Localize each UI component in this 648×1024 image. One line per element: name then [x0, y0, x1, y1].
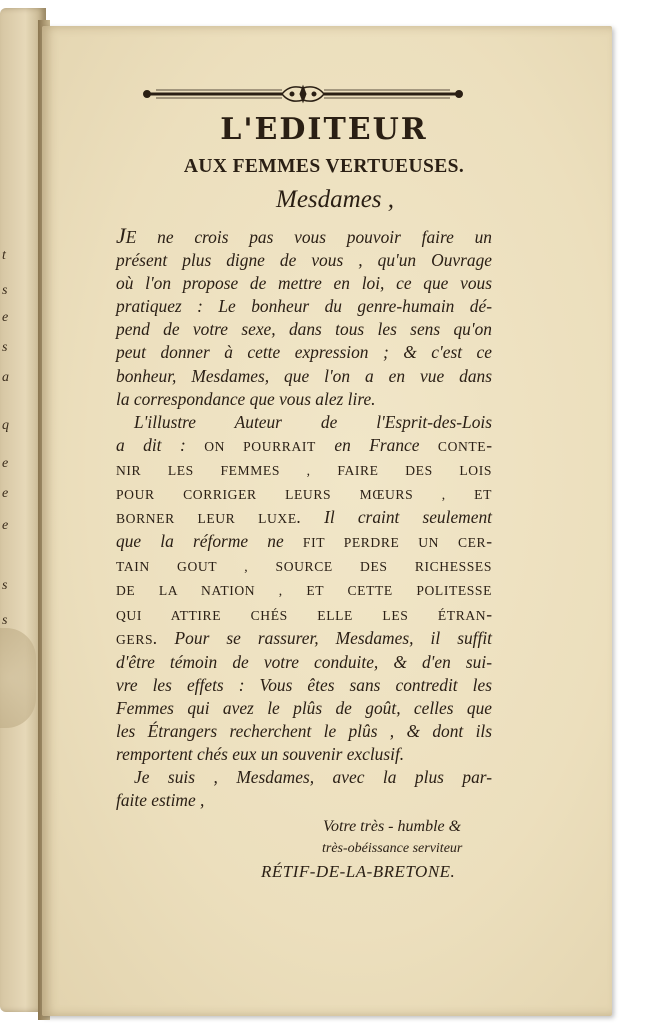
body-line-text: E ne crois pas vous pouvoir faire un	[125, 227, 492, 247]
body-line-text: vre les effets : Vous êtes sans contredit les	[116, 674, 492, 695]
body-line	[116, 365, 492, 388]
body-line	[116, 554, 492, 578]
previous-page-char: e	[2, 518, 9, 533]
body-line-text: BORNER LEUR LUXE. Il craint seulement	[116, 507, 492, 528]
drop-cap: J	[116, 223, 126, 248]
body-line-text: a dit : ON POURRAIT en France CONTE-	[116, 434, 493, 455]
body-line	[116, 789, 492, 812]
body-line	[116, 224, 492, 249]
body-line	[116, 743, 492, 766]
body-line-text: pratiquez : Le bonheur du genre-humain dé-	[116, 296, 492, 317]
body-line	[116, 720, 492, 743]
body-line	[116, 458, 492, 482]
body-line	[116, 651, 492, 674]
body-line	[116, 506, 492, 530]
body-line-text: POUR CORRIGER LEURS MŒURS , ET	[116, 487, 492, 503]
previous-page-char: s	[2, 578, 8, 593]
body-line	[116, 411, 492, 434]
body-line	[116, 318, 492, 341]
signature-name: RÉTIF-DE-LA-BRETONE.	[261, 862, 456, 881]
body-line-text: TAIN GOUT , SOURCE DES RICHESSES	[116, 559, 492, 575]
body-line	[116, 603, 492, 627]
body-line	[116, 578, 492, 602]
body-line-text: Je suis , Mesdames, avec la plus par-	[134, 767, 492, 788]
title-line-2: AUX FEMMES VERTUEUSES.	[183, 156, 465, 177]
body-line-text: pend de votre sexe, dans tous les sens qu'on	[116, 319, 492, 340]
previous-page-char: q	[2, 418, 9, 433]
previous-page-char: t	[2, 248, 6, 263]
body-line	[116, 766, 492, 789]
body-line-text: GERS. Pour se rassurer, Mesdames, il suffit	[116, 627, 492, 648]
body-line	[116, 697, 492, 720]
body-line-text: peut donner à cette expression ; & c'est ce	[116, 342, 492, 363]
salutation: Mesdames ,	[276, 186, 395, 213]
body-line-text: d'être témoin de votre conduite, & d'en sui-	[116, 651, 492, 672]
body-line-text: L'illustre Auteur de l'Esprit-des-Lois	[134, 411, 492, 432]
previous-page-char: a	[2, 370, 9, 385]
body-line-text: les Étrangers recherchent le plûs , & dont ils	[116, 720, 492, 741]
body-line-text: présent plus digne de vous , qu'un Ouvrage	[116, 250, 492, 271]
body-line-text: QUI ATTIRE CHÉS ELLE LES ÉTRAN-	[116, 603, 492, 624]
body-line-text: bonheur, Mesdames, que l'on a en vue dans	[116, 365, 492, 386]
body-line	[116, 341, 492, 364]
body-line	[116, 295, 492, 318]
previous-page-char: s	[2, 340, 8, 355]
previous-page-char: e	[2, 310, 9, 325]
body-line	[116, 249, 492, 272]
body-line-text: remportent chés eux un souvenir exclusif.	[116, 744, 405, 765]
body-line	[116, 674, 492, 697]
body-line-text: faite estime ,	[116, 790, 205, 811]
body-line-text: la correspondance que vous alez lire.	[116, 388, 376, 409]
signature-line-1: Votre très - humble &	[323, 818, 462, 835]
body-line	[116, 434, 492, 458]
body-line-text: NIR LES FEMMES , FAIRE DES LOIS	[116, 462, 492, 478]
body-line	[116, 627, 492, 651]
header-ornament	[142, 84, 464, 104]
previous-page-char: s	[2, 283, 8, 298]
body-line	[116, 482, 492, 506]
body-line-text: DE LA NATION , ET CETTE POLITESSE	[116, 583, 492, 599]
seal-stamp	[0, 628, 36, 728]
title-line-1: L'EDITEUR	[220, 112, 428, 147]
body-line	[116, 388, 492, 411]
body-line	[116, 530, 492, 554]
body-line-text: Femmes qui avez le plûs de goût, celles que	[116, 697, 492, 718]
body-line-text: que la réforme ne FIT PERDRE UN CER-	[116, 531, 492, 552]
previous-page-char: e	[2, 456, 9, 471]
previous-page-char: e	[2, 486, 9, 501]
previous-page-char: s	[2, 613, 8, 628]
body-line-text: où l'on propose de mettre en loi, ce que vous	[116, 273, 492, 294]
letter-body	[116, 224, 492, 812]
body-line	[116, 272, 492, 295]
signature-line-2: très-obéissance serviteur	[322, 841, 463, 856]
